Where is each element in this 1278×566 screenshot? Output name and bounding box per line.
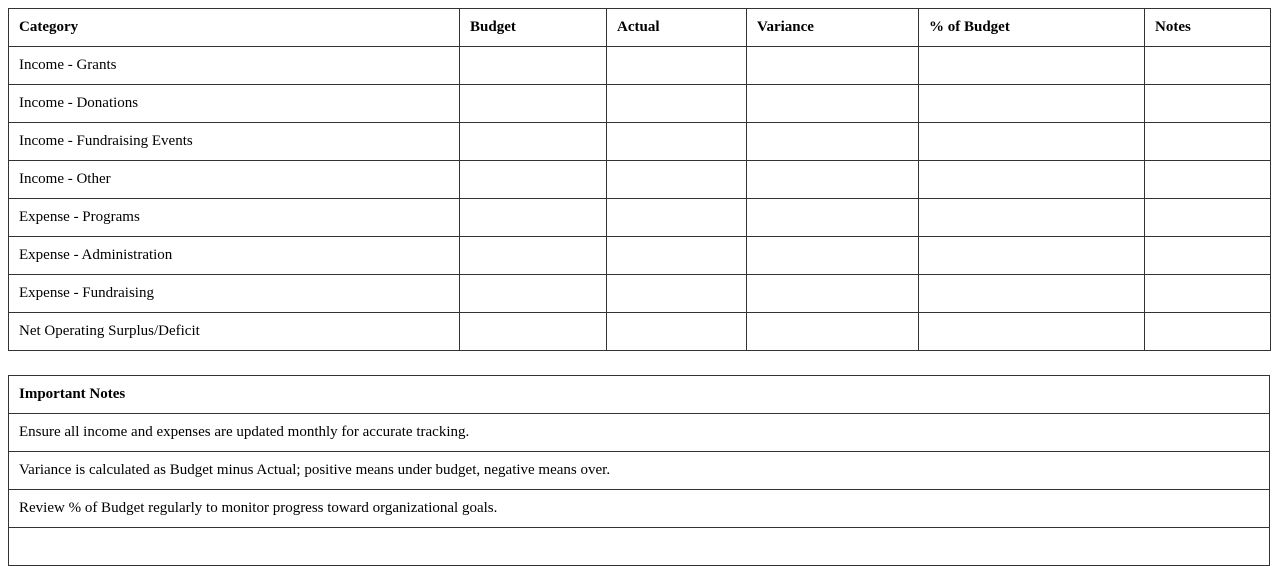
budget-cell[interactable]	[460, 199, 607, 237]
variance-cell[interactable]	[747, 275, 919, 313]
note-item: Variance is calculated as Budget minus Actual; positive means under budget, negative means over.	[9, 452, 1270, 490]
header-actual: Actual	[607, 9, 747, 47]
note-row	[9, 452, 1270, 490]
variance-cell[interactable]	[747, 161, 919, 199]
header-budget: Budget	[460, 9, 607, 47]
percent-cell[interactable]	[919, 199, 1145, 237]
actual-cell[interactable]	[607, 123, 747, 161]
actual-cell[interactable]	[607, 237, 747, 275]
table-row	[9, 161, 1271, 199]
percent-cell[interactable]	[919, 313, 1145, 351]
note-row	[9, 490, 1270, 528]
note-row	[9, 414, 1270, 452]
table-row	[9, 237, 1271, 275]
variance-cell[interactable]	[747, 237, 919, 275]
notes-cell[interactable]	[1145, 85, 1271, 123]
variance-cell[interactable]	[747, 47, 919, 85]
category-cell: Income - Other	[9, 161, 460, 199]
variance-cell[interactable]	[747, 85, 919, 123]
notes-cell[interactable]	[1145, 199, 1271, 237]
important-notes-table	[8, 375, 1270, 566]
budget-cell[interactable]	[460, 275, 607, 313]
category-cell: Expense - Administration	[9, 237, 460, 275]
budget-table	[8, 8, 1271, 351]
category-cell: Net Operating Surplus/Deficit	[9, 313, 460, 351]
percent-cell[interactable]	[919, 275, 1145, 313]
category-cell: Expense - Fundraising	[9, 275, 460, 313]
actual-cell[interactable]	[607, 47, 747, 85]
note-item: Ensure all income and expenses are updated monthly for accurate tracking.	[9, 414, 1270, 452]
category-cell: Income - Fundraising Events	[9, 123, 460, 161]
notes-cell[interactable]	[1145, 123, 1271, 161]
actual-cell[interactable]	[607, 313, 747, 351]
category-cell: Income - Grants	[9, 47, 460, 85]
notes-cell[interactable]	[1145, 275, 1271, 313]
notes-cell[interactable]	[1145, 161, 1271, 199]
percent-cell[interactable]	[919, 123, 1145, 161]
percent-cell[interactable]	[919, 47, 1145, 85]
table-row	[9, 275, 1271, 313]
notes-cell[interactable]	[1145, 313, 1271, 351]
table-row	[9, 123, 1271, 161]
notes-cell[interactable]	[1145, 47, 1271, 85]
table-row	[9, 47, 1271, 85]
variance-cell[interactable]	[747, 123, 919, 161]
actual-cell[interactable]	[607, 199, 747, 237]
budget-cell[interactable]	[460, 47, 607, 85]
budget-cell[interactable]	[460, 313, 607, 351]
variance-cell[interactable]	[747, 199, 919, 237]
note-row	[9, 528, 1270, 566]
header-variance: Variance	[747, 9, 919, 47]
notes-header-row	[9, 376, 1270, 414]
budget-cell[interactable]	[460, 237, 607, 275]
budget-cell[interactable]	[460, 85, 607, 123]
actual-cell[interactable]	[607, 275, 747, 313]
percent-cell[interactable]	[919, 237, 1145, 275]
percent-cell[interactable]	[919, 85, 1145, 123]
table-row	[9, 313, 1271, 351]
budget-cell[interactable]	[460, 161, 607, 199]
notes-heading: Important Notes	[9, 376, 1270, 414]
actual-cell[interactable]	[607, 161, 747, 199]
budget-cell[interactable]	[460, 123, 607, 161]
actual-cell[interactable]	[607, 85, 747, 123]
note-item: Review % of Budget regularly to monitor progress toward organizational goals.	[9, 490, 1270, 528]
category-cell: Expense - Programs	[9, 199, 460, 237]
table-row	[9, 85, 1271, 123]
percent-cell[interactable]	[919, 161, 1145, 199]
category-cell: Income - Donations	[9, 85, 460, 123]
variance-cell[interactable]	[747, 313, 919, 351]
notes-cell[interactable]	[1145, 237, 1271, 275]
table-row	[9, 199, 1271, 237]
header-notes: Notes	[1145, 9, 1271, 47]
table-header-row	[9, 9, 1271, 47]
note-item	[9, 528, 1270, 566]
header-percent-of-budget: % of Budget	[919, 9, 1145, 47]
header-category: Category	[9, 9, 460, 47]
